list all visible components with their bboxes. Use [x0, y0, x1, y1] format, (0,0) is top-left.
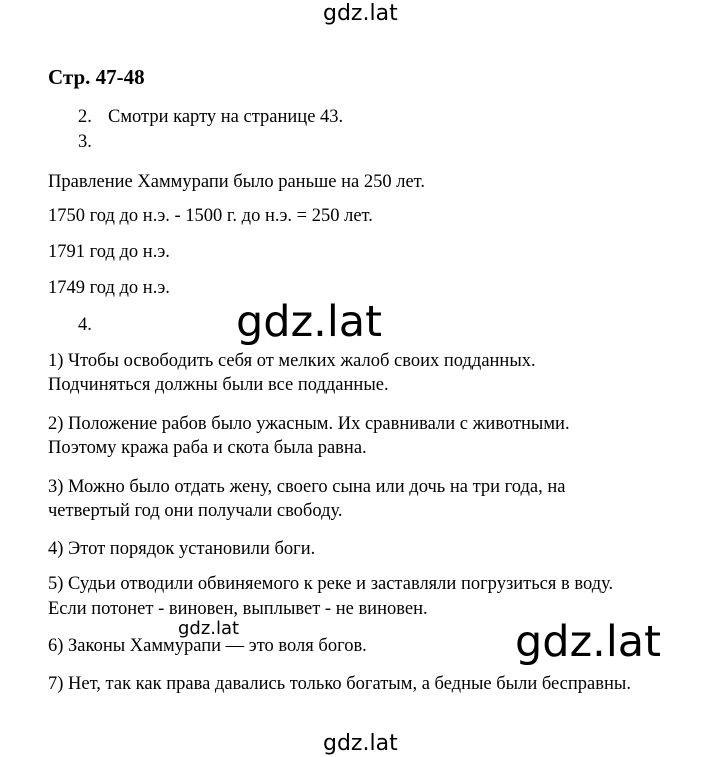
q4-answer-line: Если потонет - виновен, выплывет - не виновен. — [48, 599, 428, 619]
q4-answer-line: 7) Нет, так как права давались только богатым, а бедные были бесправны. — [48, 674, 631, 694]
q4-answer-line: 4) Этот порядок установили боги. — [48, 539, 316, 559]
item-3-number: 3. — [78, 132, 92, 152]
item-2-text: Смотри карту на странице 43. — [108, 107, 344, 127]
watermark-small: gdz.lat — [178, 618, 240, 639]
watermark-middle: gdz.lat — [236, 297, 382, 347]
q3-line: 1791 год до н.э. — [48, 242, 170, 262]
q4-answer-line: четвертый год они получали свободу. — [48, 501, 343, 521]
watermark-large: gdz.lat — [515, 617, 661, 667]
q4-answer-line: 3) Можно было отдать жену, своего сына или дочь на три года, на — [48, 477, 566, 497]
item-4-number: 4. — [78, 315, 92, 335]
q3-line: Правление Хаммурапи было раньше на 250 лет. — [48, 172, 425, 192]
q3-line: 1749 год до н.э. — [48, 278, 170, 298]
page-heading: Стр. 47-48 — [48, 65, 145, 89]
q3-line: 1750 год до н.э. - 1500 г. до н.э. = 250 лет. — [48, 206, 373, 226]
q4-answer-line: 2) Положение рабов было ужасным. Их сравнивали с животными. — [48, 414, 570, 434]
q4-answer-line: 5) Судьи отводили обвиняемого к реке и заставляли погрузиться в воду. — [48, 574, 614, 594]
q4-answer-line: 6) Законы Хаммурапи — это воля богов. — [48, 636, 367, 656]
q4-answer-line: 1) Чтобы освободить себя от мелких жалоб своих подданных. — [48, 351, 536, 371]
q4-answer-line: Поэтому кража раба и скота была равна. — [48, 438, 367, 458]
watermark-bottom: gdz.lat — [323, 731, 398, 756]
watermark-top: gdz.lat — [323, 1, 398, 26]
q4-answer-line: Подчиняться должны были все подданные. — [48, 375, 389, 395]
item-2-number: 2. — [78, 107, 92, 127]
